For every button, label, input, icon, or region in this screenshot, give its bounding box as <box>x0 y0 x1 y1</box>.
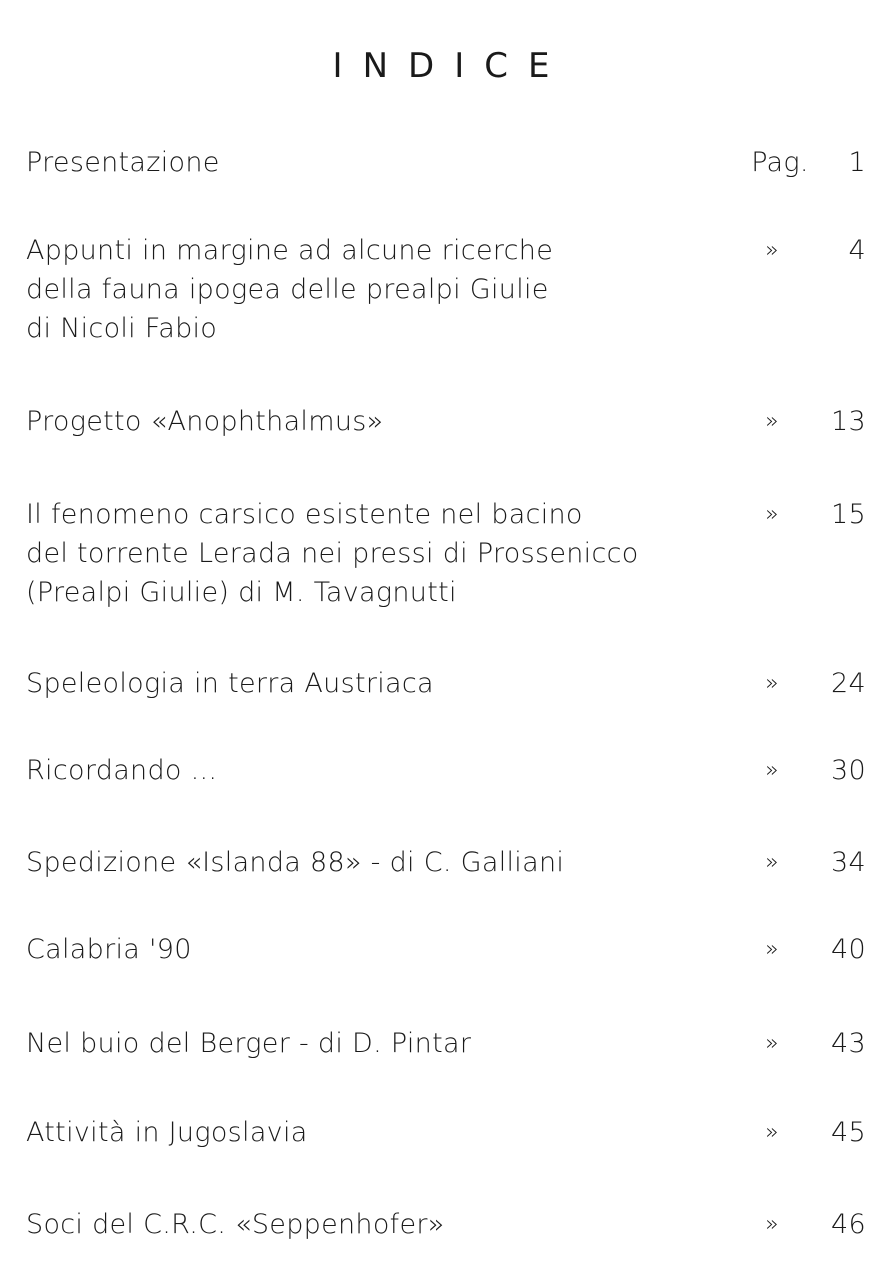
ditto-mark: » <box>765 238 779 263</box>
toc-entry-line: Calabria '90 <box>26 934 192 965</box>
ditto-mark: » <box>765 1120 779 1145</box>
toc-entry-line: Il fenomeno carsico esistente nel bacino <box>26 499 583 530</box>
toc-entry-title <box>26 495 866 612</box>
toc-entry-line: del torrente Lerada nei pressi di Prossenicco <box>26 538 639 569</box>
page-number: 24 <box>831 668 866 699</box>
ditto-mark: » <box>765 937 779 962</box>
toc-entry-title <box>26 1113 866 1152</box>
toc-entry-line: Appunti in margine ad alcune ricerche <box>26 235 554 266</box>
toc-entry <box>26 664 866 703</box>
page-number: 43 <box>831 1028 866 1059</box>
page-number: 46 <box>831 1209 866 1240</box>
toc-entry-line: Spedizione «Islanda 88» - di C. Galliani <box>26 847 565 878</box>
toc-entry-line: della fauna ipogea delle prealpi Giulie <box>26 274 549 305</box>
ditto-mark: » <box>765 758 779 783</box>
toc-entry-line: (Prealpi Giulie) di M. Tavagnutti <box>26 577 457 608</box>
toc-entry-title <box>26 1024 866 1063</box>
toc-entry <box>26 930 866 969</box>
ditto-mark: » <box>765 850 779 875</box>
toc-entry-title <box>26 930 866 969</box>
toc-entry <box>26 1024 866 1063</box>
toc-entry <box>26 843 866 882</box>
page-label: Pag. <box>751 147 809 178</box>
toc-entry-title <box>26 231 866 348</box>
toc-entry <box>26 1113 866 1152</box>
page-title: INDICE <box>332 46 570 86</box>
ditto-mark: » <box>765 1212 779 1237</box>
toc-entry-title <box>26 664 866 703</box>
toc-entry-line: Speleologia in terra Austriaca <box>26 668 434 699</box>
page-number: 1 <box>848 147 866 178</box>
ditto-mark: » <box>765 409 779 434</box>
page-number: 13 <box>831 406 866 437</box>
page-number: 15 <box>831 499 866 530</box>
toc-entry <box>26 1205 866 1244</box>
toc-entry <box>26 143 866 182</box>
toc-entry <box>26 402 866 441</box>
toc-entry-line: Attività in Jugoslavia <box>26 1117 308 1148</box>
toc-entry-title <box>26 402 866 441</box>
toc-entry-line: Presentazione <box>26 147 220 178</box>
toc-entry <box>26 231 866 348</box>
page-number: 40 <box>831 934 866 965</box>
toc-entry <box>26 495 866 612</box>
toc-entry <box>26 751 866 790</box>
ditto-mark: » <box>765 1031 779 1056</box>
toc-entry-title <box>26 843 866 882</box>
toc-entry-line: Nel buio del Berger - di D. Pintar <box>26 1028 472 1059</box>
ditto-mark: » <box>765 502 779 527</box>
page-number: 45 <box>831 1117 866 1148</box>
toc-entry-line: Soci del C.R.C. «Seppenhofer» <box>26 1209 445 1240</box>
page-number: 4 <box>848 235 866 266</box>
toc-entry-line: Ricordando ... <box>26 755 218 786</box>
ditto-mark: » <box>765 671 779 696</box>
page-number: 34 <box>831 847 866 878</box>
page-number: 30 <box>831 755 866 786</box>
toc-entry-line: di Nicoli Fabio <box>26 313 218 344</box>
toc-entry-title <box>26 751 866 790</box>
toc-entry-line: Progetto «Anophthalmus» <box>26 406 384 437</box>
toc-entry-title <box>26 1205 866 1244</box>
